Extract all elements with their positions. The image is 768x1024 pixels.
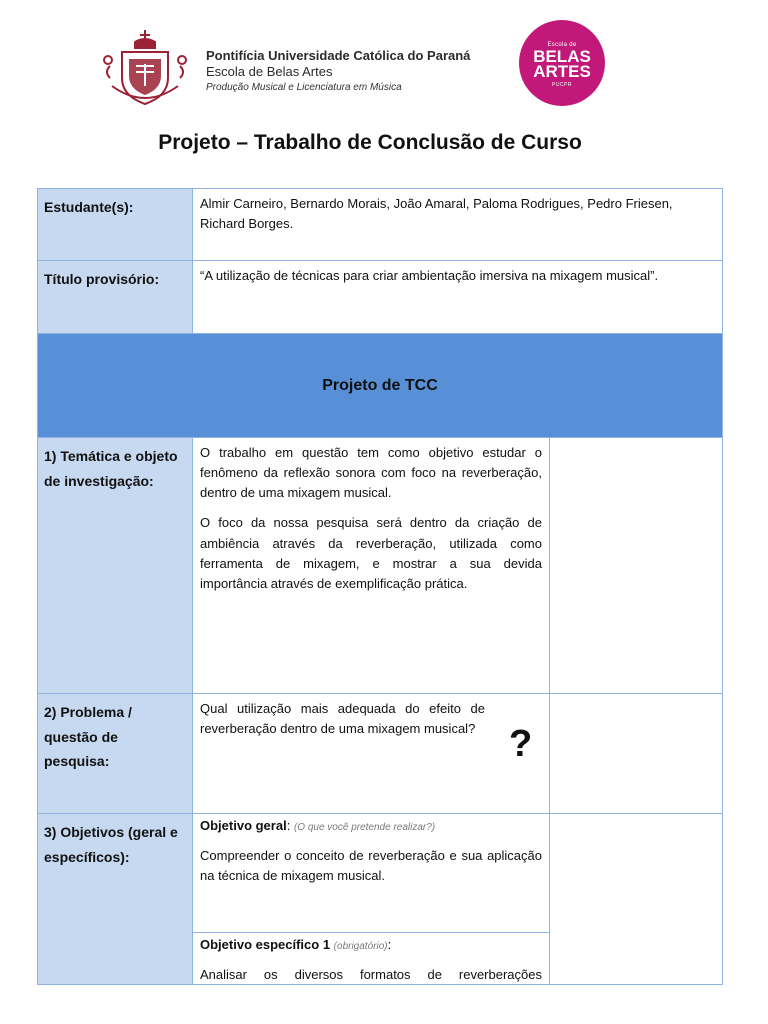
theme-notes-cell	[550, 438, 723, 694]
belas-artes-badge-logo	[519, 20, 605, 106]
badge-line-1: BELAS	[533, 47, 591, 66]
general-objective-block: Objetivo geral: (O que você pretende realizar?) Compreender o conceito de reverberação e sua aplicação na técnica de mixagem musical.	[193, 814, 549, 932]
specific-objective-1-block: Objetivo específico 1 (obrigatório): Analisar os diversos formatos de reverberações	[193, 932, 549, 984]
provisional-title-value: “A utilização de técnicas para criar ambientação imersiva na mixagem musical”.	[193, 261, 723, 334]
section-heading: Projeto de TCC	[38, 334, 723, 438]
section-heading-row	[38, 334, 723, 438]
theme-paragraph-2: O foco da nossa pesquisa será dentro da criação de ambiência através da reverberação, utilizada como ferramenta de mixagem, e mostrar a sua devida importância através de exemplificação prática.	[200, 515, 542, 591]
course-name: Produção Musical e Licenciatura em Música	[206, 81, 402, 93]
badge-tiny-text: PUCPR	[551, 82, 572, 88]
objectives-value-cell	[193, 814, 550, 985]
provisional-title-label: Título provisório:	[38, 261, 193, 334]
badge-small-text: Escola de	[547, 42, 577, 48]
theme-value	[193, 438, 550, 694]
problem-value: Qual utilização mais adequada do efeito de reverberação dentro de uma mixagem musical?	[200, 701, 485, 737]
university-crest-logo	[100, 26, 190, 112]
objectives-label: 3) Objetivos (geral e específicos):	[38, 814, 193, 985]
question-mark: ?	[509, 723, 533, 765]
objectives-notes-cell	[550, 814, 723, 985]
theme-paragraph-1: O trabalho em questão tem como objetivo estudar o fenômeno da reflexão sonora com foco na reverberação, dentro de uma mixagem musical.	[200, 445, 542, 501]
document-header	[0, 0, 768, 120]
institution-block	[206, 48, 470, 94]
document-title: Projeto – Trabalho de Conclusão de Curso	[158, 131, 582, 154]
problem-notes-cell	[550, 694, 723, 814]
general-objective-hint: (O que você pretende realizar?)	[293, 822, 436, 833]
students-value: Almir Carneiro, Bernardo Morais, João Amaral, Paloma Rodrigues, Pedro Friesen, Richard Borges.	[193, 189, 723, 261]
problem-row	[38, 694, 723, 814]
project-form-table	[37, 188, 723, 985]
students-label: Estudante(s):	[38, 189, 193, 261]
theme-label: 1) Temática e objeto de investigação:	[38, 438, 193, 694]
badge-line-2: ARTES	[533, 62, 591, 81]
specific-objective-1-label: Objetivo específico 1	[200, 937, 331, 952]
general-objective-label: Objetivo geral	[200, 818, 287, 833]
provisional-title-row	[38, 261, 723, 334]
specific-objective-1-value: Analisar os diversos formatos de reverberações	[200, 967, 542, 983]
general-objective-value: Compreender o conceito de reverberação e sua aplicação na técnica de mixagem musical.	[200, 848, 542, 884]
university-name: Pontifícia Universidade Católica do Paraná	[206, 48, 471, 63]
students-row	[38, 189, 723, 261]
problem-value-cell	[193, 694, 550, 814]
specific-objective-1-hint: (obrigatório)	[333, 941, 388, 952]
badge-main-text	[519, 49, 605, 79]
school-name: Escola de Belas Artes	[206, 64, 333, 80]
theme-row	[38, 438, 723, 694]
objectives-row	[38, 814, 723, 985]
problem-label: 2) Problema / questão de pesquisa:	[38, 694, 193, 814]
